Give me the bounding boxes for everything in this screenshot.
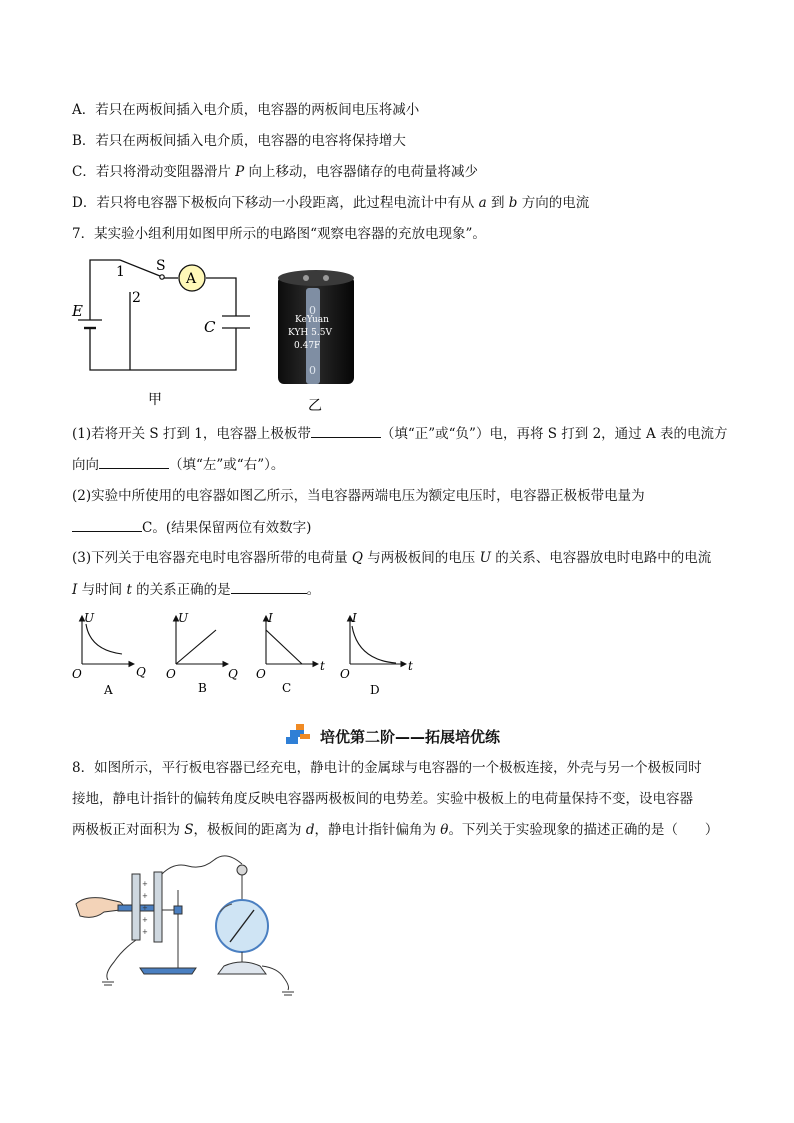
cap-label: 0.47F xyxy=(294,341,321,351)
label-1: 1 xyxy=(116,264,125,280)
plate-charge-marks-4: + xyxy=(142,916,148,924)
var-s: S xyxy=(184,822,194,838)
graph-d-y-label: I xyxy=(352,611,357,625)
connecting-wire xyxy=(162,856,242,874)
option-d-text-3: 方向的电流 xyxy=(517,195,590,211)
q7-p3-text-a: (3)下列关于电容器充电时电容器所带的电荷量 xyxy=(72,550,352,566)
graph-c-caption: C xyxy=(282,681,292,695)
graph-c-x-label: t xyxy=(320,659,325,673)
option-c xyxy=(72,162,478,182)
graph-d-x-label: t xyxy=(408,659,413,673)
stand-clamp xyxy=(174,906,182,914)
answer-blank-1[interactable] xyxy=(311,423,381,438)
q7-p3-text-f: 。 xyxy=(306,582,321,598)
section-header xyxy=(286,724,500,748)
q7-p1-text-c: 向向 xyxy=(72,457,99,473)
graph-c-line xyxy=(266,630,302,664)
graph-a-origin: O xyxy=(72,667,82,681)
graph-options xyxy=(70,610,430,702)
section-title: 培优第二阶——拓展培优练 xyxy=(320,727,501,746)
q7-p3-text-c: 的关系、电容器放电时电路中的电流 xyxy=(490,550,712,566)
switch-blade xyxy=(120,260,160,276)
var-b: b xyxy=(508,195,518,211)
q8-text-d: 。下列关于实验现象的描述正确的是（ ） xyxy=(448,822,719,838)
answer-blank-3[interactable] xyxy=(72,517,142,532)
ground-wire-left xyxy=(107,940,136,980)
q8-line2: 接地，静电计指针的偏转角度反映电容器两极板间的电势差。实验中极板上的电荷量保持不变，设电容器 xyxy=(72,791,693,807)
ammeter-label: A xyxy=(186,271,197,287)
graph-a-curve xyxy=(86,624,122,654)
section-icon xyxy=(286,724,314,748)
graph-b-caption: B xyxy=(198,681,207,695)
label-s: S xyxy=(156,258,166,274)
graph-a-y-label: U xyxy=(84,611,95,625)
q7-p1-text-d: （填“左”或“右”）。 xyxy=(169,457,285,473)
answer-blank-4[interactable] xyxy=(231,579,307,594)
option-b: B．若只在两板间插入电介质，电容器的电容将保持增大 xyxy=(72,133,406,149)
graph-a-caption: A xyxy=(104,683,113,697)
electroscope-base xyxy=(218,962,266,974)
var-theta: θ xyxy=(440,822,449,838)
stand-base xyxy=(140,968,196,974)
var-a: a xyxy=(478,195,487,211)
plate-charge-marks-2: + xyxy=(142,892,148,900)
electroscope-apparatus xyxy=(74,850,314,1000)
var-t: t xyxy=(126,582,132,598)
option-a: A．若只在两板间插入电介质，电容器的两板间电压将减小 xyxy=(72,102,420,118)
capacitor-plate-right xyxy=(154,872,162,942)
option-c-text: C．若只将滑动变阻器滑片 xyxy=(72,164,236,180)
terminal-left xyxy=(303,275,309,281)
q7-p2-text-b: C。(结果保留两位有效数字) xyxy=(142,520,312,536)
graph-c-origin: O xyxy=(256,667,266,681)
switch-contact xyxy=(160,275,164,279)
q8-text-c: ，静电计指针偏角为 xyxy=(314,822,441,838)
q7-p3-text-b: 与两极板间的电压 xyxy=(363,550,480,566)
hand-icon xyxy=(76,898,123,918)
q7-p1-text-b: （填“正”或“负”）电，再将 S 打到 2，通过 A 表的电流方 xyxy=(380,426,728,442)
q7-part3-line2 xyxy=(72,579,320,600)
var-p: P xyxy=(235,164,245,180)
q8-text-a: 两极板正对面积为 xyxy=(72,822,185,838)
electroscope-ball xyxy=(237,865,247,875)
caption-yi: 乙 xyxy=(308,398,322,414)
brand-label: KeYuan xyxy=(295,315,329,325)
var-u: U xyxy=(479,550,491,566)
q7-part2-line2 xyxy=(72,517,311,538)
q7-part2-line1: (2)实验中所使用的电容器如图乙所示，当电容器两端电压为额定电压时，电容器正极板带电量为 xyxy=(72,488,645,504)
q7-p3-text-e: 的关系正确的是 xyxy=(131,582,231,598)
graph-d-curve xyxy=(352,626,396,663)
answer-blank-2[interactable] xyxy=(99,454,169,469)
q8-text-b: ，极板间的距离为 xyxy=(193,822,306,838)
var-i: I xyxy=(72,582,78,598)
q7-p3-text-d: 与时间 xyxy=(77,582,127,598)
graph-d-caption: D xyxy=(370,683,380,697)
stripe-marks: 0 xyxy=(309,304,316,317)
var-q: Q xyxy=(351,550,363,566)
model-label: KYH 5.5V xyxy=(288,328,332,338)
capacitor-plate-left xyxy=(132,874,140,940)
circuit-wire-right xyxy=(206,278,236,316)
label-c: C xyxy=(204,318,216,336)
caption-jia: 甲 xyxy=(148,392,162,408)
option-d-text-2: 到 xyxy=(486,195,509,211)
ground-wire-right xyxy=(262,966,289,990)
label-2: 2 xyxy=(132,290,141,306)
option-c-text-2: 向上移动，电容器储存的电荷量将减少 xyxy=(244,164,479,180)
label-e: E xyxy=(72,302,83,320)
graph-c-y-label: I xyxy=(268,611,273,625)
q7-part1-line2 xyxy=(72,454,284,475)
q7-part3-line1 xyxy=(72,548,711,568)
graph-b-line xyxy=(176,630,216,664)
graph-a-x-label: Q xyxy=(136,665,146,679)
q8-line3 xyxy=(72,820,718,840)
graph-b-origin: O xyxy=(166,667,176,681)
capacitor-top xyxy=(278,270,354,286)
stripe-marks-2: 0 xyxy=(309,364,316,377)
q7-p1-text-a: (1)若将开关 S 打到 1，电容器上极板带 xyxy=(72,426,311,442)
graph-b-y-label: U xyxy=(178,611,189,625)
terminal-right xyxy=(323,275,329,281)
var-d: d xyxy=(305,822,315,838)
capacitor-photo xyxy=(270,266,360,414)
plate-charge-marks-3: + xyxy=(142,904,148,912)
q7-part1-line1 xyxy=(72,423,728,444)
option-d-text: D．若只将电容器下极板向下移动一小段距离，此过程电流计中有从 xyxy=(72,195,479,211)
q7-stem: 7．某实验小组利用如图甲所示的电路图“观察电容器的充放电现象”。 xyxy=(72,226,486,242)
plate-charge-marks-5: + xyxy=(142,928,148,936)
graph-b-x-label: Q xyxy=(228,667,238,681)
q8-line1: 8．如图所示，平行板电容器已经充电，静电计的金属球与电容器的一个极板连接，外壳与另一个极板同时 xyxy=(72,760,702,776)
graph-d-origin: O xyxy=(340,667,350,681)
circuit-diagram xyxy=(70,250,260,410)
option-d xyxy=(72,193,589,213)
plate-charge-marks: + xyxy=(142,880,148,888)
